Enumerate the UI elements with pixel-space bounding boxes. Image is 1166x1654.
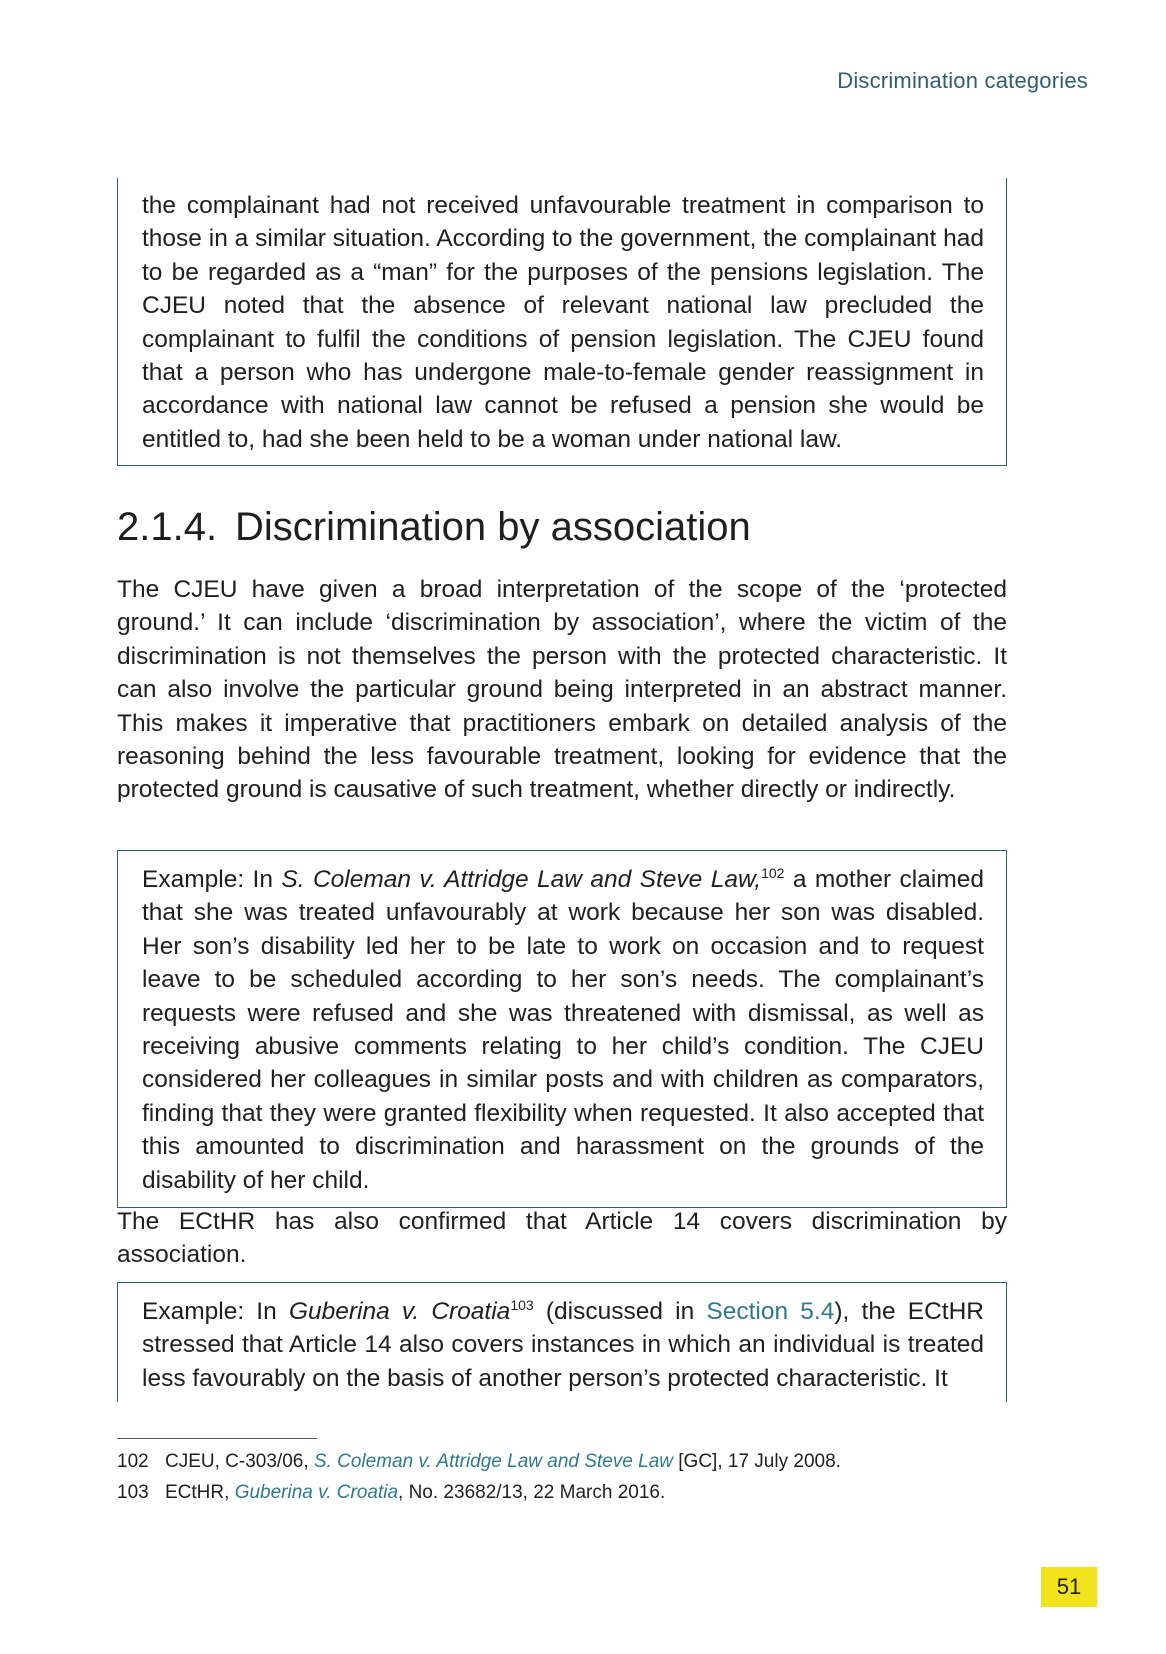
footnote-link[interactable]: Guberina v. Croatia bbox=[234, 1482, 399, 1503]
footnote-number: 102 bbox=[117, 1451, 149, 1472]
case-name: S. Coleman v. Attridge Law and Steve Law, bbox=[281, 866, 762, 893]
body-paragraph: The CJEU have given a broad interpretation of the scope of the ‘protected ground.’ It can include ‘discrimination by association’, where the victim of the discrimination is not themselves the person with the protected characteristic. It can also involve the particular ground being interpreted in an abstract manner. This makes it imperative that practitioners embark on detailed analysis of the reasoning behind the less favourable treatment, looking for evidence that the protected ground is causative of such treatment, whether directly or indirectly. bbox=[117, 576, 1007, 804]
footnote-divider bbox=[117, 1438, 317, 1439]
example-body: ), the ECtHR stressed that Article 14 also covers instances in which an individual is treated less favourably on the basis of another person’s protected characteristic. It bbox=[142, 1298, 984, 1392]
footnote-suffix: [GC], 17 July 2008. bbox=[673, 1451, 841, 1472]
footnote-item bbox=[117, 1446, 1007, 1477]
example-text bbox=[142, 1295, 984, 1395]
footnote-ref[interactable]: 103 bbox=[510, 1296, 534, 1313]
footnote-prefix: CJEU, C-303/06, bbox=[165, 1451, 314, 1472]
example-mid: (discussed in bbox=[533, 1298, 707, 1325]
section-link[interactable]: Section 5.4 bbox=[706, 1298, 835, 1325]
footnotes bbox=[117, 1446, 1007, 1508]
body-paragraph: The ECtHR has also confirmed that Article 14 covers discrimination by association. bbox=[117, 1208, 1007, 1269]
example-box-coleman bbox=[117, 850, 1007, 1208]
example-box-continued bbox=[117, 178, 1007, 466]
page-number: 51 bbox=[1041, 1567, 1097, 1607]
footnote-text bbox=[165, 1477, 665, 1508]
footnote-text bbox=[165, 1446, 841, 1477]
example-body: a mother claimed that she was treated unfavourably at work because her son was disabled. Her son’s disability led her to be late to work on occasion and to request leave to be scheduled according to her son’s needs. The complainant’s requests were refused and she was threatened with dismissal, as well as receiving abusive comments relating to her child’s condition. The CJEU considered her colleagues in similar posts and with children as comparators, finding that they were granted flexibility when requested. It also accepted that this amounted to discrimination and harassment on the grounds of the disability of her child. bbox=[142, 866, 984, 1194]
example-box-guberina bbox=[117, 1282, 1007, 1402]
footnote-number: 103 bbox=[117, 1482, 149, 1503]
section-number: 2.1.4. bbox=[117, 505, 218, 549]
footnote-prefix: ECtHR, bbox=[165, 1482, 235, 1503]
running-header: Discrimination categories bbox=[837, 68, 1088, 93]
example-box-text: the complainant had not received unfavourable treatment in comparison to those in a similar situation. According to the government, the complainant had to be regarded as a “man” for the purposes of the pensions legislation. The CJEU noted that the absence of relevant national law precluded the complainant to fulfil the conditions of pension legislation. The CJEU found that a person who has undergone male-to-female gender reassignment in accordance with national law cannot be refused a pension she would be entitled to, had she been held to be a woman under national law. bbox=[142, 192, 984, 453]
example-prefix: Example: In bbox=[142, 866, 282, 893]
footnote-suffix: , No. 23682/13, 22 March 2016. bbox=[398, 1482, 666, 1503]
footnote-item bbox=[117, 1477, 1007, 1508]
section-heading bbox=[117, 505, 751, 550]
example-text bbox=[142, 863, 984, 1197]
example-prefix: Example: In bbox=[142, 1298, 289, 1325]
footnote-ref[interactable]: 102 bbox=[761, 864, 785, 881]
section-title: Discrimination by association bbox=[235, 505, 751, 549]
footnote-link[interactable]: S. Coleman v. Attridge Law and Steve Law bbox=[313, 1451, 673, 1472]
case-name: Guberina v. Croatia bbox=[288, 1298, 511, 1325]
